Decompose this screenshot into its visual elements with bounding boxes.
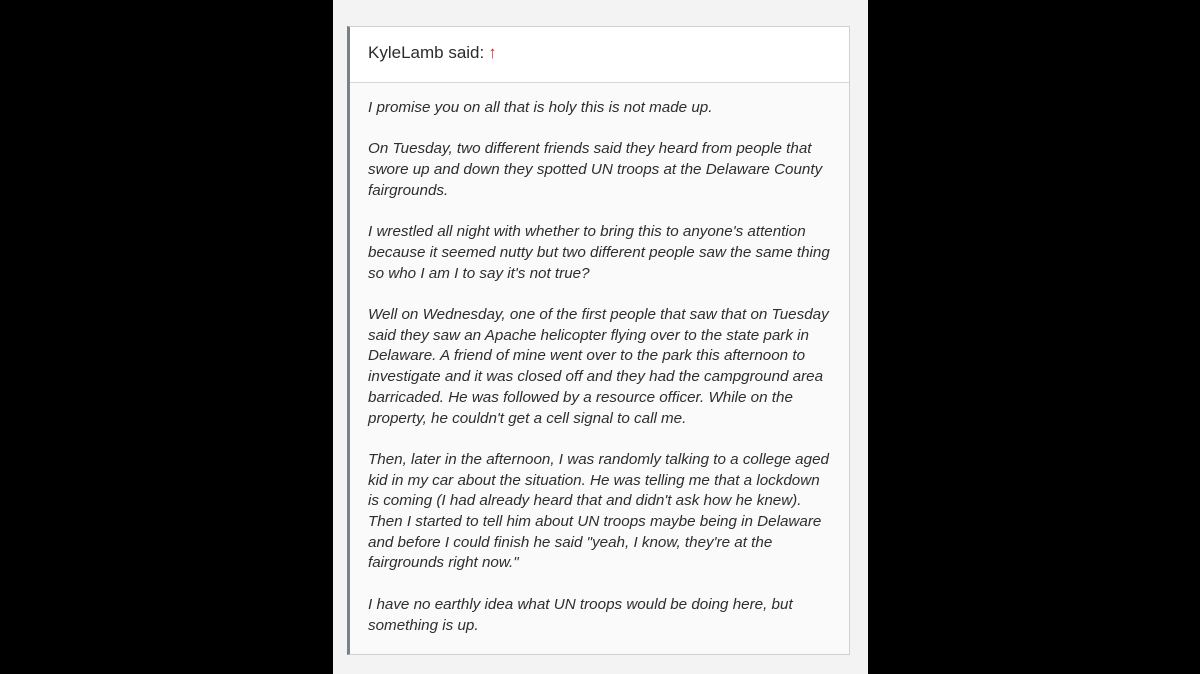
quote-paragraph: Well on Wednesday, one of the first people that saw that on Tuesday said they saw an Apache helicopter flying over to the state park in Delaware. A friend of mine went over to the park this afternoon to investigate and it was closed off and they had the campground area barricaded. He was followed by a resource officer. While on the property, he couldn't get a cell signal to call me. bbox=[368, 305, 829, 427]
forum-post-panel bbox=[333, 0, 868, 674]
jump-to-post-arrow-icon[interactable]: ↑ bbox=[488, 43, 497, 62]
quote-paragraph: On Tuesday, two different friends said they heard from people that swore up and down they spotted UN troops at the Delaware County fairgrounds. bbox=[368, 140, 823, 199]
quote-block bbox=[347, 26, 850, 655]
quote-author: KyleLamb said: bbox=[368, 43, 485, 62]
quote-paragraph: Then, later in the afternoon, I was randomly talking to a college aged kid in my car about the situation. He was telling me that a lockdown is coming (I had already heard that and didn't ask how he knew). Then I started to tell him about UN troops maybe being in Delaware and before I could finish he said "yeah, I know, they're at the fairgrounds right now." bbox=[368, 450, 829, 572]
quote-body bbox=[350, 83, 849, 636]
quote-paragraph: I wrestled all night with whether to bring this to anyone's attention because it seemed nutty but two different people saw the same thing so who I am I to say it's not true? bbox=[368, 223, 830, 282]
quote-paragraph: I promise you on all that is holy this is not made up. bbox=[368, 99, 713, 116]
quote-header bbox=[350, 27, 849, 83]
quote-paragraph: I have no earthly idea what UN troops would be doing here, but something is up. bbox=[368, 595, 793, 634]
